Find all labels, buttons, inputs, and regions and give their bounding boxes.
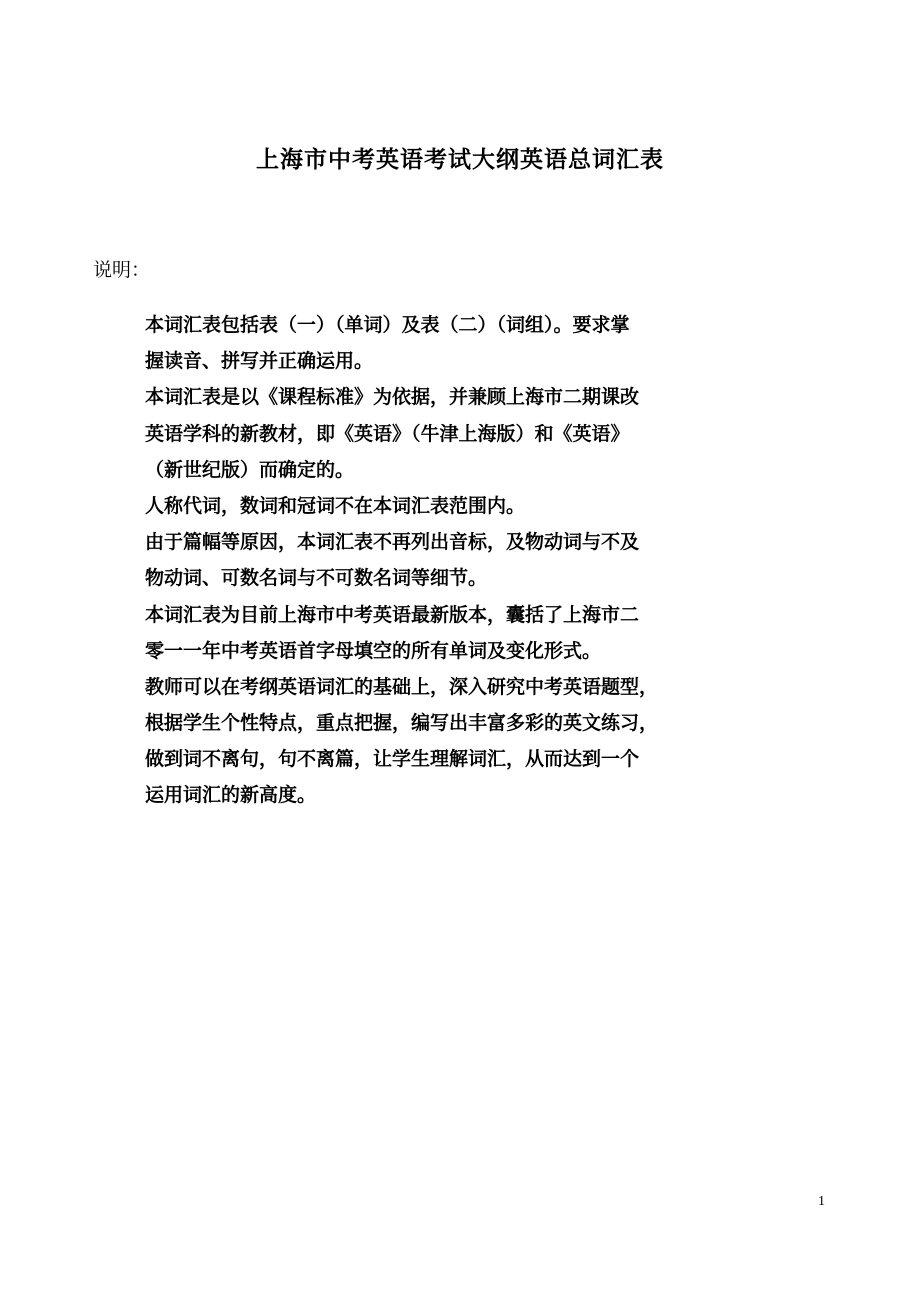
- body-line: （新世纪版）而确定的。: [145, 458, 355, 481]
- note-label: 说明：: [93, 259, 151, 281]
- body-line: 根据学生个性特点，重点把握，编写出丰富多彩的英文练习，: [145, 712, 659, 735]
- body-line: 握读音、拼写并正确运用。: [145, 350, 374, 373]
- body-line: 物动词、可数名词与不可数名词等细节。: [145, 567, 488, 590]
- body-line: 本词汇表包括表（一）（单词）及表（二）（词组）。要求掌: [145, 314, 630, 336]
- page-number: 1: [818, 1194, 825, 1209]
- body-line: 本词汇表为目前上海市中考英语最新版本，囊括了上海市二: [145, 603, 640, 626]
- document-title: 上海市中考英语考试大纲英语总词汇表: [256, 147, 664, 173]
- document-body: [145, 307, 845, 814]
- body-line: 零一一年中考英语首字母填空的所有单词及变化形式。: [145, 639, 602, 662]
- body-line: 运用词汇的新高度。: [145, 784, 317, 807]
- body-line: 做到词不离句，句不离篇，让学生理解词汇，从而达到一个: [145, 748, 640, 771]
- body-line: 英语学科的新教材，即《英语》（牛津上海版）和《英语》: [145, 422, 630, 445]
- body-line: 由于篇幅等原因，本词汇表不再列出音标，及物动词与不及: [145, 531, 640, 554]
- body-line: 教师可以在考纲英语词汇的基础上，深入研究中考英语题型，: [145, 675, 659, 698]
- body-line: 本词汇表是以《课程标准》为依据，并兼顾上海市二期课改: [145, 386, 640, 409]
- body-line: 人称代词，数词和冠词不在本词汇表范围内。: [145, 494, 526, 517]
